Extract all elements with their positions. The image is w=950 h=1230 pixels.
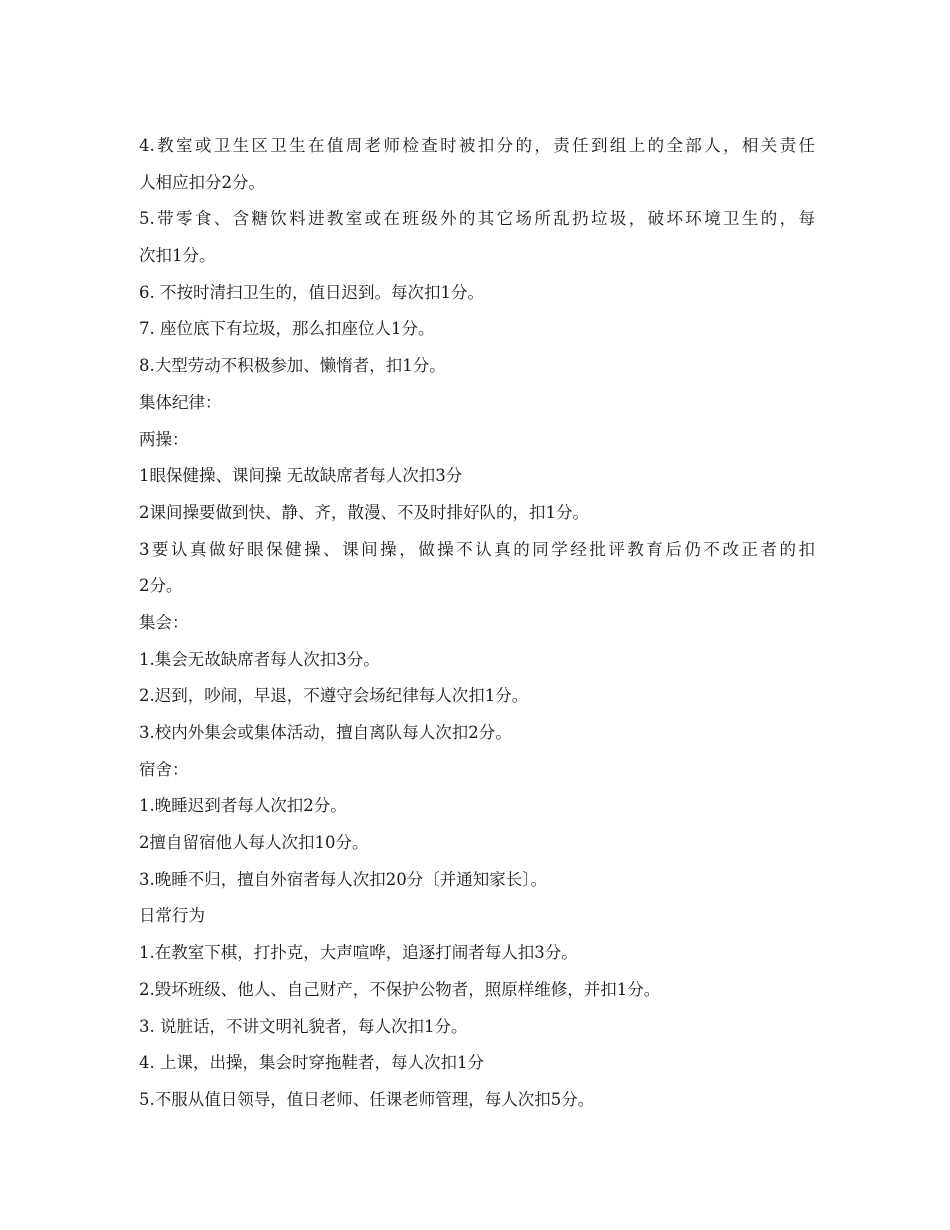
text-line: 2课间操要做到快、静、齐，散漫、不及时排好队的，扣1分。 bbox=[139, 502, 589, 522]
text-line: 6. 不按时清扫卫生的，值日迟到。每次扣1分。 bbox=[139, 282, 484, 302]
text-line: 1.晚睡迟到者每人次扣2分。 bbox=[139, 796, 347, 816]
text-line: 5.不服从值日领导，值日老师、任课老师管理，每人次扣5分。 bbox=[139, 1089, 595, 1109]
text-line: 2.迟到，吵闹，早退，不遵守会场纪律每人次扣1分。 bbox=[139, 686, 529, 706]
text-line: 8.大型劳动不积极参加、懒惰者，扣1分。 bbox=[139, 356, 446, 376]
subsection-heading: 两操： bbox=[139, 429, 189, 449]
text-line: 2擅自留宿他人每人次扣10分。 bbox=[139, 833, 369, 853]
text-line: 2分。 bbox=[139, 576, 183, 596]
text-line: 1.集会无故缺席者每人次扣3分。 bbox=[139, 649, 380, 669]
text-line: 7. 座位底下有垃圾，那么扣座位人1分。 bbox=[139, 319, 435, 339]
text-line: 4. 上课，出操，集会时穿拖鞋者，每人次扣1分 bbox=[139, 1053, 484, 1073]
section-heading: 集体纪律： bbox=[139, 392, 222, 412]
text-line: 3.校内外集会或集体活动，擅自离队每人次扣2分。 bbox=[139, 723, 512, 742]
text-line: 人相应扣分2分。 bbox=[139, 172, 265, 192]
text-line: 1眼保健操、课间操 无故缺席者每人次扣3分 bbox=[139, 466, 463, 486]
text-line: 1.在教室下棋，打扑克，大声喧哗，追逐打闹者每人扣3分。 bbox=[139, 943, 578, 963]
document-body bbox=[139, 128, 815, 1119]
text-line: 4.教室或卫生区卫生在值周老师检查时被扣分的，责任到组上的全部人，相关责任 bbox=[139, 136, 815, 155]
text-line: 3要认真做好眼保健操、课间操，做操不认真的同学经批评教育后仍不改正者的扣 bbox=[139, 539, 815, 559]
text-line: 3. 说脏话，不讲文明礼貌者，每人次扣1分。 bbox=[139, 1016, 468, 1036]
subsection-heading: 集会： bbox=[139, 612, 189, 632]
text-line: 次扣1分。 bbox=[139, 246, 216, 266]
text-line: 2.毁坏班级、他人、自己财产，不保护公物者，照原样维修，并扣1分。 bbox=[139, 979, 661, 999]
text-line: 3.晚睡不归，擅自外宿者每人次扣20分〔并通知家长〕。 bbox=[139, 869, 547, 889]
section-heading: 日常行为 bbox=[139, 906, 205, 926]
text-line: 5.带零食、含糖饮料进教室或在班级外的其它场所乱扔垃圾，破坏环境卫生的，每 bbox=[139, 209, 815, 229]
subsection-heading: 宿舍： bbox=[139, 759, 189, 779]
